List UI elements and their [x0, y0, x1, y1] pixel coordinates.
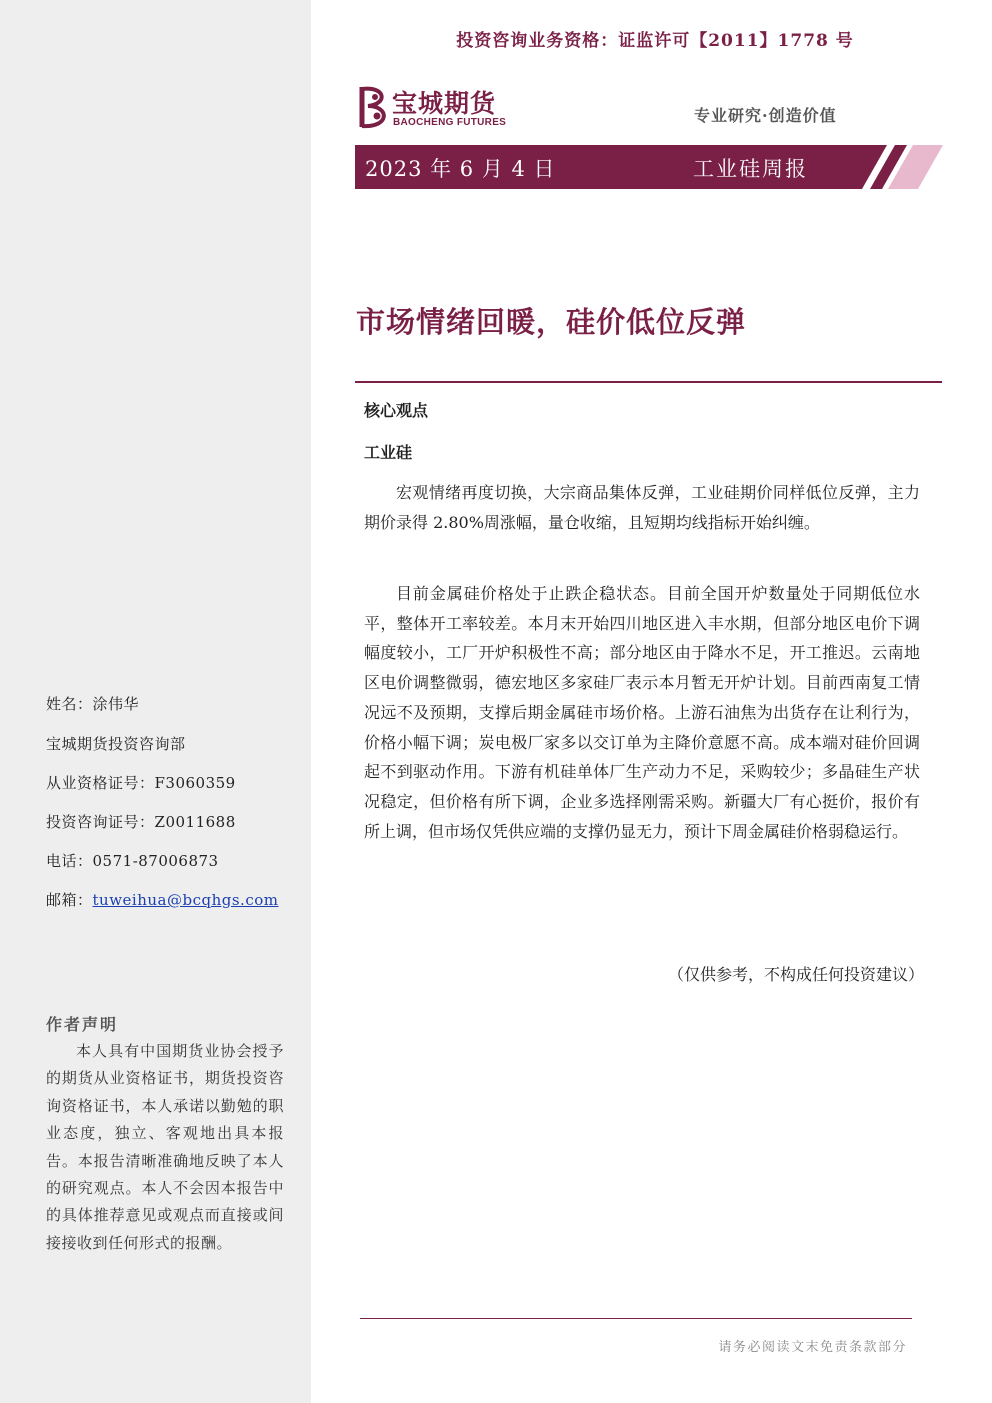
logo-mark-icon [356, 84, 390, 130]
report-banner [355, 145, 943, 189]
company-slogan: 专业研究·创造价值 [694, 106, 837, 125]
email-label: 邮箱： [46, 891, 93, 909]
paragraph-market: 宏观情绪再度切换，大宗商品集体反弹，工业硅期价同样低位反弹，主力期价录得 2.80%周涨幅，量仓收缩，且短期均线指标开始纠缠。 [364, 483, 920, 532]
core-view-heading: 核心观点 [364, 401, 429, 420]
consult-label: 投资咨询证号： [46, 813, 155, 831]
consult-number [46, 811, 236, 832]
report-date: 2023 年 6 月 4 日 [365, 157, 556, 181]
license-line: 投资咨询业务资格：证监许可【2011】1778 号 [456, 31, 854, 51]
email-link[interactable]: tuweihua@bcqhgs.com [92, 891, 279, 909]
footer-disclaimer: 请务必阅读文末免责条款部分 [718, 1340, 907, 1355]
consult-value: Z0011688 [154, 813, 236, 831]
industrial-silicon-heading: 工业硅 [364, 443, 413, 462]
qualification-value: F3060359 [154, 774, 236, 792]
qualification-label: 从业资格证号： [46, 774, 155, 792]
phone-value: 0571-87006873 [92, 852, 219, 870]
logo-english-name: BAOCHENG FUTURES [393, 117, 507, 128]
author-name: 姓名：涂伟华 [46, 695, 140, 713]
author-statement-body: 本人具有中国期货业协会授予的期货从业资格证书，期货投资咨询资格证书，本人承诺以勤勉的职业态度，独立、客观地出具本报告。本报告清晰准确地反映了本人的研究观点。本人不会因本报告中的具体推荐意见或观点而直接或间接接收到任何形式的报酬。 [46, 1042, 284, 1252]
logo-chinese-name: 宝城期货 [392, 89, 497, 118]
paragraph-fundamentals: 目前金属硅价格处于止跌企稳状态。目前全国开炉数量处于同期低位水平，整体开工率较差。本月末开始四川地区进入丰水期，但部分地区电价下调幅度较小，工厂开炉积极性不高；部分地区由于降水不足，开工推迟。云南地区电价调整微弱，德宏地区多家硅厂表示本月暂无开炉计划。目前西南复工情况远不及预期，支撑后期金属硅市场价格。上游石油焦为出货存在让利行为，价格小幅下调；炭电极厂家多以交订单为主降价意愿不高。成本端对硅价回调起不到驱动作用。下游有机硅单体厂生产动力不足，采购较少；多晶硅生产状况稳定，但价格有所下调，企业多选择刚需采购。新疆大厂有心挺价，报价有所上调，但市场仅凭供应端的支撑仍显无力，预计下周金属硅价格弱稳运行。 [364, 584, 920, 841]
qualification-number [46, 772, 236, 793]
phone-number [46, 850, 219, 871]
report-type: 工业硅周报 [693, 157, 808, 181]
author-department: 宝城期货投资咨询部 [46, 735, 186, 753]
disclaimer-note: （仅供参考，不构成任何投资建议） [667, 965, 924, 984]
phone-label: 电话： [46, 852, 93, 870]
company-logo [356, 84, 536, 134]
author-statement-heading: 作者声明 [46, 1015, 119, 1034]
report-title: 市场情绪回暖，硅价低位反弹 [356, 305, 747, 339]
title-divider [355, 381, 942, 383]
footer-divider [360, 1318, 912, 1319]
email-row [46, 889, 278, 910]
